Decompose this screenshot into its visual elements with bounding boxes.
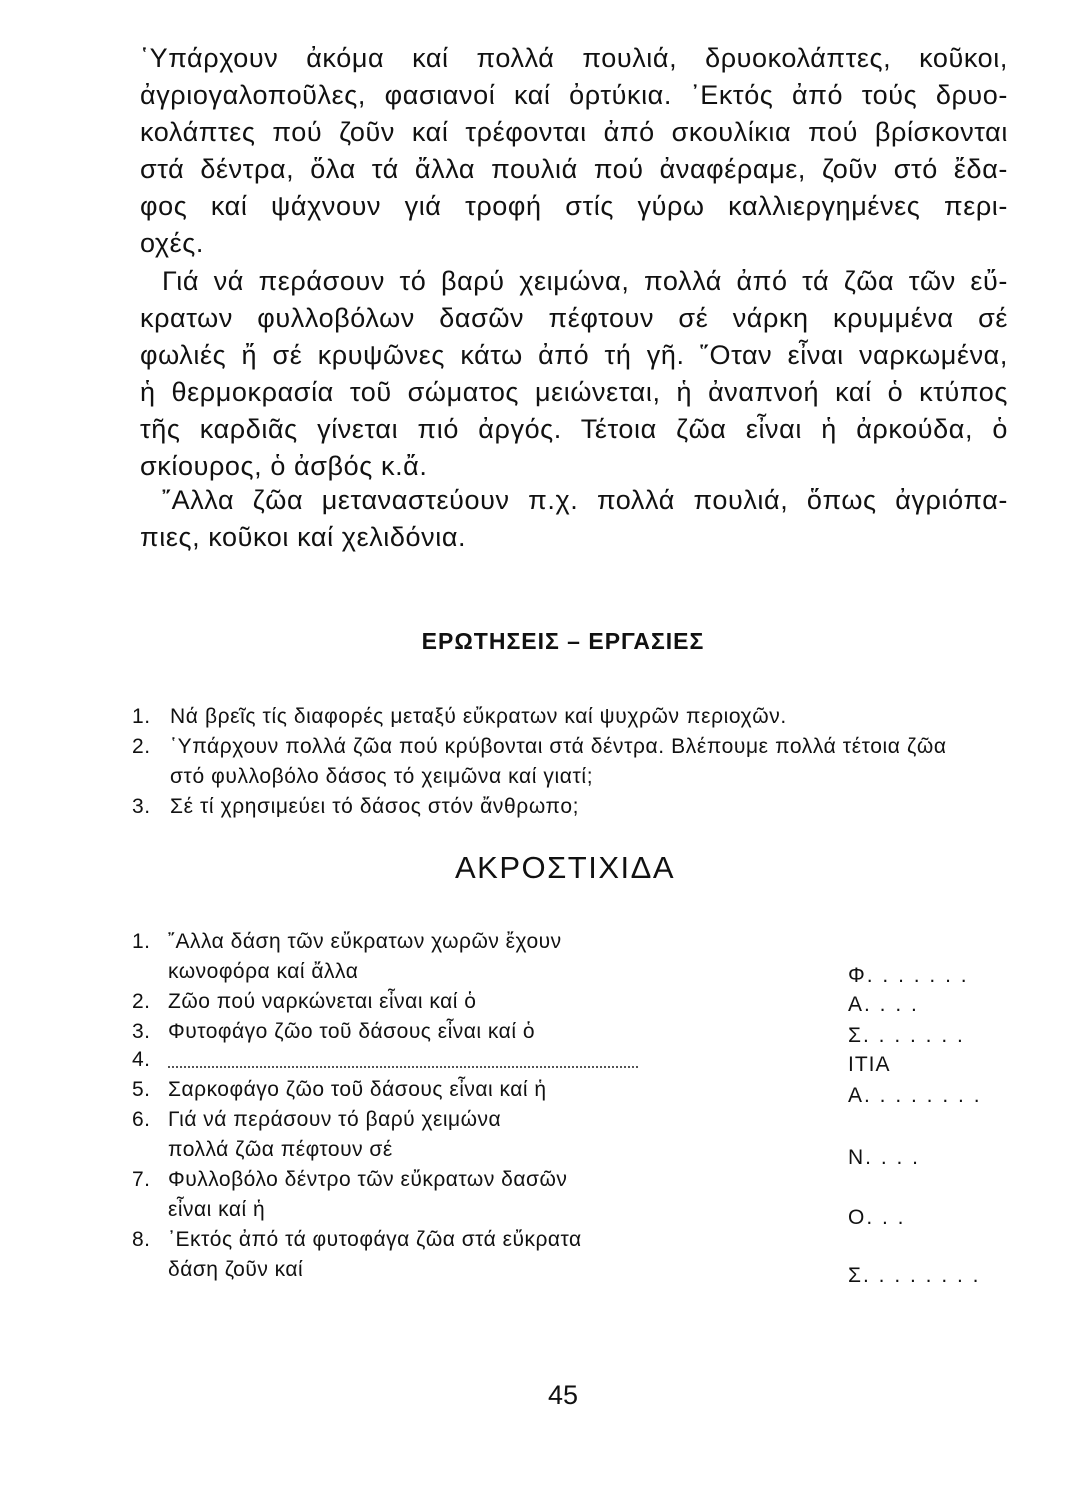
acrostic-clue: Φυτοφάγο ζῶο τοῦ δάσους εἶναι καί ὁ — [168, 1020, 535, 1043]
acrostic-clue: εἶναι καί ἡ — [168, 1198, 266, 1221]
acrostic-answer: ΙΤΙΑ — [848, 1053, 891, 1076]
list-item — [132, 1165, 1012, 1195]
text-line: φος καί ψάχνουν γιά τροφή στίς γύρω καλλιεργημένες περι- — [140, 191, 1008, 221]
acrostic-clue: Ζῶο πού ναρκώνεται εἶναι καί ὁ — [168, 990, 477, 1013]
acrostic-answer: Ο. . . — [848, 1206, 906, 1229]
acrostic-number: 2. — [132, 990, 151, 1013]
text-line: κολάπτες πού ζοῦν καί τρέφονται ἀπό σκουλίκια πού βρίσκονται — [140, 117, 1008, 147]
text-line: τῆς καρδιᾶς γίνεται πιό ἀργός. Τέτοια ζῶα εἶναι ἡ ἀρκούδα, ὁ — [140, 414, 1008, 444]
paragraph-birds — [140, 40, 1008, 262]
acrostic-number: 7. — [132, 1168, 151, 1191]
acrostic-answer: Σ. . . . . . . . — [848, 1264, 981, 1287]
acrostic-number: 4. — [132, 1048, 151, 1071]
blank-answer-line — [168, 1066, 638, 1068]
list-item — [132, 702, 1012, 732]
text-line: ῎Αλλα ζῶα μεταναστεύουν π.χ. πολλά πουλιά, ὅπως ἀγριόπα- — [162, 485, 1008, 515]
acrostic-clue: ῎Αλλα δάση τῶν εὔκρατων χωρῶν ἔχουν — [168, 930, 562, 953]
acrostic-answer: Α. . . . . . . . — [848, 1084, 982, 1107]
text-line: ἡ θερμοκρασία τοῦ σώματος μειώνεται, ἡ ἀναπνοή καί ὁ κτύπος — [140, 377, 1008, 407]
question-text: Σέ τί χρησιμεύει τό δάσος στόν ἄνθρωπο; — [170, 795, 580, 818]
acrostic-answer: Ν. . . . — [848, 1146, 921, 1169]
text-line: κρατων φυλλοβόλων δασῶν πέφτουν σέ νάρκη κρυμμένα σέ — [140, 303, 1008, 333]
acrostic-number: 1. — [132, 930, 151, 953]
acrostic-number: 6. — [132, 1108, 151, 1131]
acrostic-clue: Γιά νά περάσουν τό βαρύ χειμώνα — [168, 1108, 502, 1131]
list-item — [132, 927, 1012, 957]
acrostic-clue: Φυλλοβόλο δέντρο τῶν εὔκρατων δασῶν — [168, 1168, 568, 1191]
acrostic-number: 8. — [132, 1228, 151, 1251]
list-item — [132, 1105, 1012, 1135]
questions-list — [132, 702, 1012, 822]
acrostic-clue: Σαρκοφάγο ζῶο τοῦ δάσους εἶναι καί ἡ — [168, 1078, 547, 1101]
text-line: σκίουρος, ὁ ἀσβός κ.ἄ. — [140, 451, 428, 481]
list-item — [132, 1195, 1012, 1229]
acrostic-answer: Φ. . . . . . . — [848, 964, 969, 987]
question-text: Νά βρεῖς τίς διαφορές μεταξύ εὔκρατων καί ψυχρῶν περιοχῶν. — [170, 705, 787, 728]
question-number: 3. — [132, 795, 151, 818]
question-number: 1. — [132, 705, 151, 728]
acrostic-clue: δάση ζοῦν καί — [168, 1258, 304, 1281]
acrostic-answer: Σ. . . . . . . — [848, 1024, 965, 1047]
list-item — [132, 1255, 1012, 1285]
acrostic-number: 3. — [132, 1020, 151, 1043]
text-line: στά δέντρα, ὅλα τά ἄλλα πουλιά πού ἀναφέραμε, ζοῦν στό ἔδα- — [140, 154, 1008, 184]
text-line: ἀγριογαλοποῦλες, φασιανοί καί ὀρτύκια. ᾽Εκτός ἀπό τούς δρυο- — [140, 80, 1008, 110]
text-line: οχές. — [140, 228, 205, 258]
acrostic-clue: πολλά ζῶα πέφτουν σέ — [168, 1138, 393, 1161]
text-line: πιες, κοῦκοι καί χελιδόνια. — [140, 522, 467, 552]
list-item — [132, 792, 1012, 822]
acrostic-clue: ᾽Εκτός ἀπό τά φυτοφάγα ζῶα στά εὔκρατα — [168, 1228, 582, 1251]
paragraph-migration — [140, 482, 1008, 556]
list-item — [132, 1017, 1012, 1047]
list-item — [132, 1075, 1012, 1105]
list-item — [132, 732, 1012, 792]
paragraph-hibernation — [140, 263, 1008, 485]
text-line: Γιά νά περάσουν τό βαρύ χειμώνα, πολλά ἀπό τά ζῶα τῶν εὔ- — [162, 266, 1008, 296]
question-number: 2. — [132, 735, 151, 758]
acrostic-clue: κωνοφόρα καί ἄλλα — [168, 960, 359, 983]
question-text: ῾Υπάρχουν πολλά ζῶα πού κρύβονται στά δέντρα. Βλέπουμε πολλά τέτοια ζῶα στό φυλλοβόλο δάσος τό χειμῶνα καί γιατί; — [170, 735, 947, 788]
list-item — [132, 1225, 1012, 1255]
acrostic-heading: ΑΚΡΟΣΤΙΧΙΔΑ — [454, 850, 676, 885]
text-line: ῾Υπάρχουν ἀκόμα καί πολλά πουλιά, δρυοκολάπτες, κοῦκοι, — [140, 43, 1008, 73]
text-line: φωλιές ἤ σέ κρυψῶνες κάτω ἀπό τή γῆ. ῞Οταν εἶναι ναρκωμένα, — [140, 340, 1008, 370]
acrostic-answer: Α. . . . — [848, 993, 919, 1016]
page-number: 45 — [547, 1380, 579, 1410]
questions-heading: ΕΡΩΤΗΣΕΙΣ – ΕΡΓΑΣΙΕΣ — [421, 628, 705, 654]
acrostic-number: 5. — [132, 1078, 151, 1101]
list-item — [132, 1135, 1012, 1169]
list-item — [132, 1045, 1012, 1075]
list-item — [132, 957, 1012, 987]
list-item — [132, 987, 1012, 1017]
